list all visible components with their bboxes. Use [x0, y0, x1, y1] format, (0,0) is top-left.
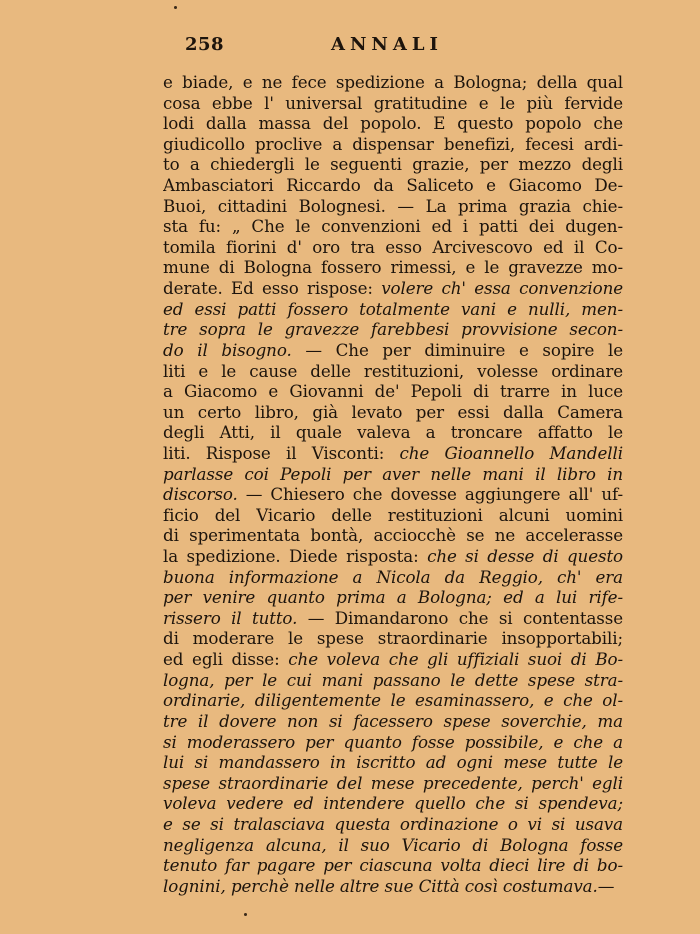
text-line [163, 567, 623, 588]
body-text [163, 72, 623, 896]
text-line [163, 670, 623, 691]
text-segment: — Dimandarono che si contentasse [297, 607, 623, 628]
text-segment: sta fu: „ Che le convenzioni ed i patti dei dugen- [163, 216, 623, 237]
text-line [163, 876, 623, 897]
italic-text: e se si tralasciava questa ordinazione o vi si usava [163, 813, 623, 834]
text-line [163, 855, 623, 876]
text-segment: derate. Ed esso rispose: [163, 278, 382, 299]
text-line [163, 319, 623, 340]
text-line [163, 340, 623, 361]
italic-text: discorso. [163, 484, 238, 505]
text-segment: to a chiedergli le seguenti grazie, per mezzo degli [163, 154, 623, 175]
text-line [163, 134, 623, 155]
text-segment: a Giacomo e Giovanni de' Pepoli di trarre in luce [163, 381, 623, 402]
italic-text: che voleva che gli uffiziali suoi di Bo- [288, 649, 623, 670]
text-line [163, 773, 623, 794]
italic-text: tre il dovere non si facessero spese soverchie, ma [163, 710, 623, 731]
text-segment: e biade, e ne fece spedizione a Bologna; della qual [163, 72, 623, 92]
text-line [163, 361, 623, 382]
italic-text: per venire quanto prima a Bologna; ed a lui rife- [163, 587, 623, 608]
text-line [163, 793, 623, 814]
text-segment: liti e le cause delle restituzioni, volesse ordinare [163, 360, 623, 381]
text-line [163, 484, 623, 505]
page-number: 258 [185, 34, 225, 55]
text-line [163, 154, 623, 175]
text-line [163, 525, 623, 546]
text-line [163, 505, 623, 526]
text-segment: di moderare le spese straordinarie insopportabili; [163, 628, 623, 649]
text-line [163, 381, 623, 402]
text-line [163, 546, 623, 567]
italic-text: che si desse di questo [427, 546, 623, 567]
text-line [163, 402, 623, 423]
text-segment: giudicollo proclive a dispensar benefizi, fecesi ardi- [163, 133, 623, 154]
text-line [163, 711, 623, 732]
italic-text: buona informazione a Nicola da Reggio, ch' era [163, 566, 623, 587]
print-speck [244, 913, 247, 916]
text-segment: ed egli disse: [163, 649, 289, 670]
text-line [163, 175, 623, 196]
text-segment: un certo libro, già levato per essi dalla Camera [163, 401, 623, 422]
text-line [163, 587, 623, 608]
italic-text: tre sopra le gravezze farebbesi provvisione secon- [163, 319, 623, 340]
text-segment: lodi dalla massa del popolo. E questo popolo che [163, 113, 623, 134]
text-segment: ficio del Vicario delle restituzioni alcuni uomini [163, 504, 623, 525]
text-line [163, 732, 623, 753]
running-title: ANNALI [331, 34, 443, 55]
text-segment: — Chiesero che dovesse aggiungere all' uf- [237, 484, 623, 505]
italic-text: voleva vedere ed intendere quello che si spendeva; [163, 793, 623, 814]
italic-text: lui si mandassero in iscritto ad ogni mese tutte le [163, 752, 623, 773]
text-line [163, 814, 623, 835]
italic-text: rissero il tutto. [163, 607, 298, 628]
text-line [163, 690, 623, 711]
text-segment: di sperimentata bontà, acciocchè se ne accelerasse [163, 525, 623, 546]
italic-text: ed essi patti fossero totalmente vani e nulli, men- [163, 298, 623, 319]
text-segment: la spedizione. Diede risposta: [163, 546, 428, 567]
text-line [163, 464, 623, 485]
italic-text: logna, per le cui mani passano le dette spese stra- [163, 669, 623, 690]
text-line [163, 257, 623, 278]
text-line [163, 649, 623, 670]
text-segment: tomila fiorini d' oro tra esso Arcivescovo ed il Co- [163, 236, 623, 257]
italic-text: tenuto far pagare per ciascuna volta dieci lire di bo- [163, 855, 623, 876]
text-line [163, 93, 623, 114]
italic-text: spese straordinarie del mese precedente, perch' egli [163, 772, 623, 793]
text-segment: mune di Bologna fossero rimessi, e le gravezze mo- [163, 257, 623, 278]
text-line [163, 628, 623, 649]
text-line [163, 752, 623, 773]
print-speck [174, 6, 177, 9]
italic-text: parlasse coi Pepoli per aver nelle mani il libro in [163, 463, 623, 484]
italic-text: do il bisogno. [163, 339, 292, 360]
text-line [163, 278, 623, 299]
italic-text: ordinarie, diligentemente le esaminassero, e che ol- [163, 690, 623, 711]
text-segment: Buoi, cittadini Bolognesi. — La prima grazia chie- [163, 195, 623, 216]
italic-text: lognini, perchè nelle altre sue Città così costumava. [163, 875, 598, 896]
text-segment: cosa ebbe l' universal gratitudine e le più fervide [163, 92, 623, 113]
text-segment: — [597, 875, 615, 896]
text-line [163, 299, 623, 320]
italic-text: si moderassero per quanto fosse possibile, e che a [163, 731, 623, 752]
text-line [163, 835, 623, 856]
text-line [163, 237, 623, 258]
italic-text: che Gioannello Mandelli [399, 442, 623, 463]
text-segment: — Che per diminuire e sopire le [291, 339, 623, 360]
text-segment: degli Atti, il quale valeva a troncare affatto le [163, 422, 623, 443]
text-line [163, 72, 623, 93]
text-line [163, 196, 623, 217]
text-segment: Ambasciatori Riccardo da Saliceto e Giacomo De- [163, 175, 623, 196]
page-header [163, 34, 623, 60]
italic-text: negligenza alcuna, il suo Vicario di Bologna fosse [163, 834, 623, 855]
text-line [163, 443, 623, 464]
text-line [163, 113, 623, 134]
italic-text: volere ch' essa convenzione [381, 278, 623, 299]
text-line [163, 608, 623, 629]
text-segment: liti. Rispose il Visconti: [163, 442, 400, 463]
text-line [163, 422, 623, 443]
text-line [163, 216, 623, 237]
